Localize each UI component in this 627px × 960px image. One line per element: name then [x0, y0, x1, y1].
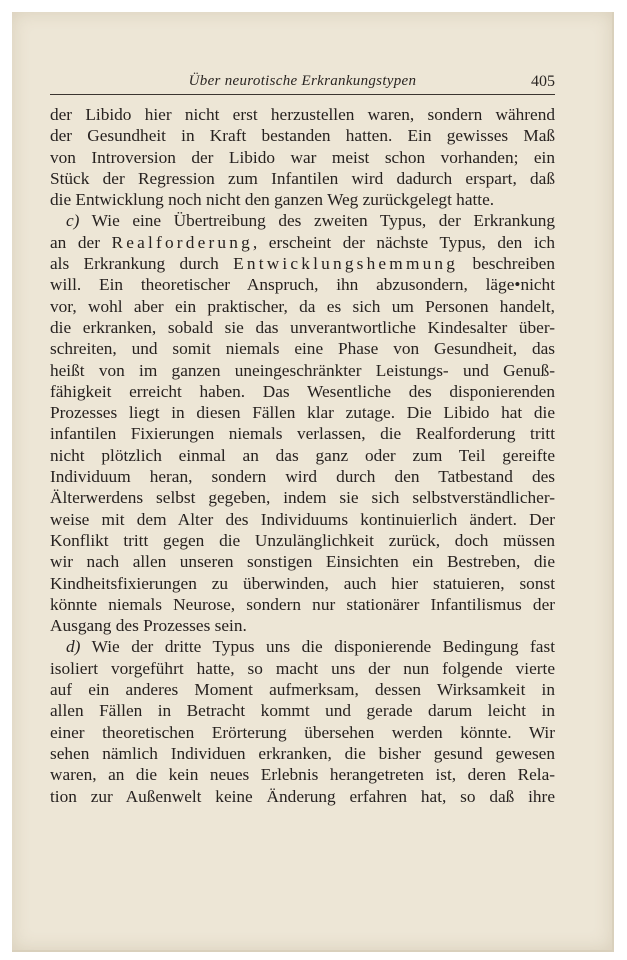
text-line: einer theoretischen Erörterung übersehen werden könnte. Wir	[50, 722, 555, 742]
section-label-d: d)	[66, 637, 81, 657]
text-line: sehen nämlich Individuen erkranken, die bisher gesund gewesen	[50, 743, 555, 763]
text-line: Individuum heran, sondern wird durch den Tatbestand des	[50, 467, 555, 487]
text-line: tion zur Außenwelt keine Änderung erfahren hat, so daß ihre	[50, 786, 555, 806]
text-line: allen Fällen in Betracht kommt und gerade darum leicht in	[50, 701, 555, 721]
running-title: Über neurotische Erkrankungstypen	[188, 73, 417, 89]
text-line: Prozesses liegt in diesen Fällen klar zutage. Die Libido hat die	[50, 403, 555, 423]
text-line: isoliert vorgeführt hatte, so macht uns der nun folgende vierte	[50, 658, 555, 678]
emphasis-term: Realforderung	[111, 232, 253, 252]
text-line: Ausgang des Prozesses sein.	[50, 616, 247, 636]
text-line: als Erkrankung durch Entwicklungshemmung beschreiben	[50, 254, 555, 274]
section-label-c: c)	[66, 211, 80, 231]
text-line: nicht plötzlich einmal an das ganz oder zum Teil gereifte	[50, 445, 555, 465]
body-text	[50, 104, 555, 807]
text-line: auf ein anderes Moment aufmerksam, dessen Wirksamkeit in	[50, 680, 555, 700]
text-line: Kindheitsfixierungen zu überwinden, auch hier statuieren, sonst	[50, 573, 555, 593]
text-line: schreiten, und somit niemals eine Phase von Gesundheit, das	[50, 339, 555, 359]
text-line: der Libido hier nicht erst herzustellen waren, sondern während	[50, 105, 555, 124]
text-line: Stück der Regression zum Infantilen wird dadurch erspart, daß	[50, 168, 555, 188]
page-number: 405	[531, 73, 555, 90]
print-mark: •	[514, 275, 521, 295]
text-line: d) Wie der dritte Typus uns die disponierende Bedingung fast	[66, 637, 555, 657]
text-line: Konflikt tritt gegen die Unzulänglichkeit zurück, doch müssen	[50, 530, 555, 550]
text-line: die erkranken, sobald sie das unverantwortliche Kindesalter über-	[50, 317, 555, 337]
text-line: fähigkeit erreicht haben. Das Wesentliche des disponierenden	[50, 381, 555, 401]
text-line: weise mit dem Alter des Individuums kontinuierlich ändert. Der	[50, 509, 555, 529]
text-line: heißt von im ganzen uneingeschränkter Leistungs- und Genuß-	[50, 360, 555, 380]
text-line: an der Realforderung, erscheint der nächste Typus, den ich	[50, 232, 555, 252]
text-line: vor, wohl aber ein praktischer, da es sich um Personen handelt,	[50, 296, 555, 316]
text-line: will. Ein theoretischer Anspruch, ihn abzusondern, läge•nicht	[50, 275, 555, 295]
text-line: der Gesundheit in Kraft bestanden hatten. Ein gewisses Maß	[50, 126, 555, 146]
text-line: c) Wie eine Übertreibung des zweiten Typus, der Erkrankung	[66, 211, 555, 231]
running-header	[50, 72, 555, 95]
text-line: von Introversion der Libido war meist schon vorhanden; ein	[50, 147, 555, 167]
text-line: könnte niemals Neurose, sondern nur stationärer Infantilismus der	[50, 594, 555, 614]
text-line: wir nach allen unseren sonstigen Einsichten ein Bestreben, die	[50, 552, 555, 572]
text-line: waren, an die kein neues Erlebnis herangetreten ist, deren Rela-	[50, 765, 555, 785]
text-line: infantilen Fixierungen niemals verlassen, die Realforderung tritt	[50, 424, 555, 444]
text-line: die Entwicklung noch nicht den ganzen Weg zurückgelegt hatte.	[50, 190, 495, 210]
text-line: Älterwerdens selbst gegeben, indem sie sich selbstverständlicher-	[50, 488, 555, 508]
emphasis-term: Entwicklungshemmung	[233, 254, 459, 274]
